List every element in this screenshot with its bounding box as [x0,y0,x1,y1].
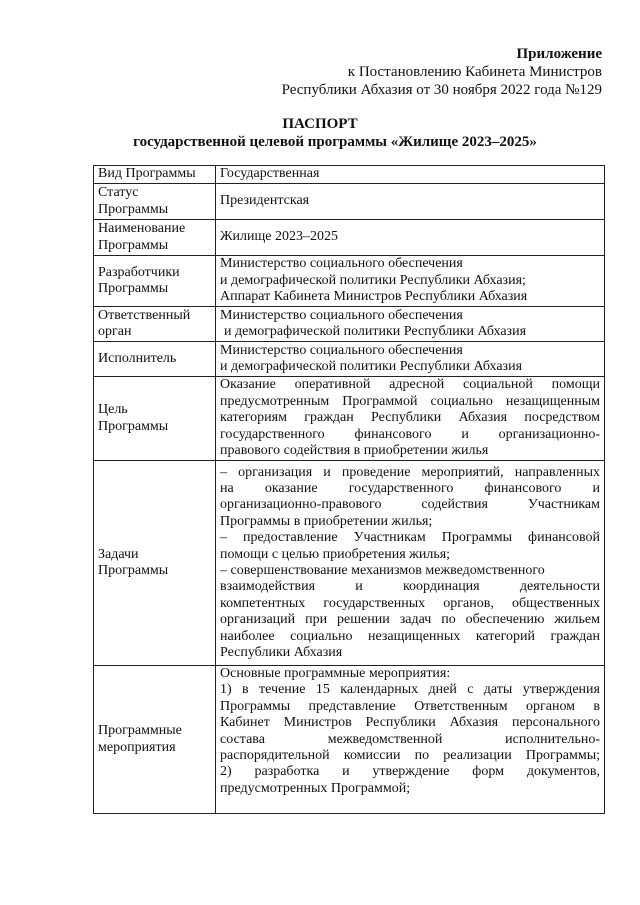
row-responsible [94,307,605,342]
row-program-type [94,166,605,184]
label-responsible: Ответственный орган [94,307,216,342]
appendix-header [282,45,602,99]
value-status: Президентская [216,184,605,220]
passport-table [93,165,605,814]
label-developers: Разработчики Программы [94,256,216,307]
appendix-line-2: Республики Абхазия от 30 ноября 2022 года №129 [281,82,602,98]
row-name [94,220,605,256]
label-executor: Исполнитель [94,342,216,377]
label-program-type: Вид Программы [94,166,216,184]
value-developers: Министерство социального обеспечения и демографической политики Республики Абхазия; Аппарат Кабинета Министров Республики Абхазия [216,256,605,307]
row-executor [94,342,605,377]
row-status [94,184,605,220]
label-activities: Программные мероприятия [94,666,216,814]
title-program: государственной целевой программы «Жилище 2023–2025» [133,134,537,150]
value-responsible: Министерство социального обеспечения и демографической политики Республики Абхазия [216,307,605,342]
row-goal [94,377,605,461]
row-developers [94,256,605,307]
label-tasks: Задачи Программы [94,461,216,666]
label-name: Наименование Программы [94,220,216,256]
value-name: Жилище 2023–2025 [216,220,605,256]
value-tasks: – организация и проведение мероприятий, направленных на оказание государственного финансового и организационно-правового содействия Участникам Программы в приобретении жилья; – предоставление Участникам Программы финансовой помощи с целью приобретения жилья; – совершенствование механизмов межведомственного взаимодействия и координация деятельности компетентных государственных органов, общественных организаций при решении задач по обеспечению жильем наиболее социально незащищенных категорий граждан Республики Абхазия [216,461,605,666]
value-executor: Министерство социального обеспечения и демографической политики Республики Абхазия [216,342,605,377]
label-goal: Цель Программы [94,377,216,461]
document-title [0,115,640,151]
label-status: Статус Программы [94,184,216,220]
value-activities: Основные программные мероприятия: 1) в течение 15 календарных дней с даты утверждения Программы представление Ответственным органом в Кабинет Министров Республики Абхазия персонального состава межведомственной исполнительно- распорядительной комиссии по реализации Программы; 2) разработка и утверждение форм документов, предусмотренных Программой; [216,666,605,814]
appendix-title: Приложение [516,46,602,62]
row-tasks [94,461,605,666]
value-program-type: Государственная [216,166,605,184]
value-goal: Оказание оперативной адресной социальной помощи предусмотренным Программой социально незащищенным категориям граждан Республики Абхазия посредством государственного финансового и организационно- правового содействия в приобретении жилья [216,377,605,461]
title-passport: ПАСПОРТ [282,116,358,132]
appendix-line-1: к Постановлению Кабинета Министров [347,64,602,80]
row-activities [94,666,605,814]
